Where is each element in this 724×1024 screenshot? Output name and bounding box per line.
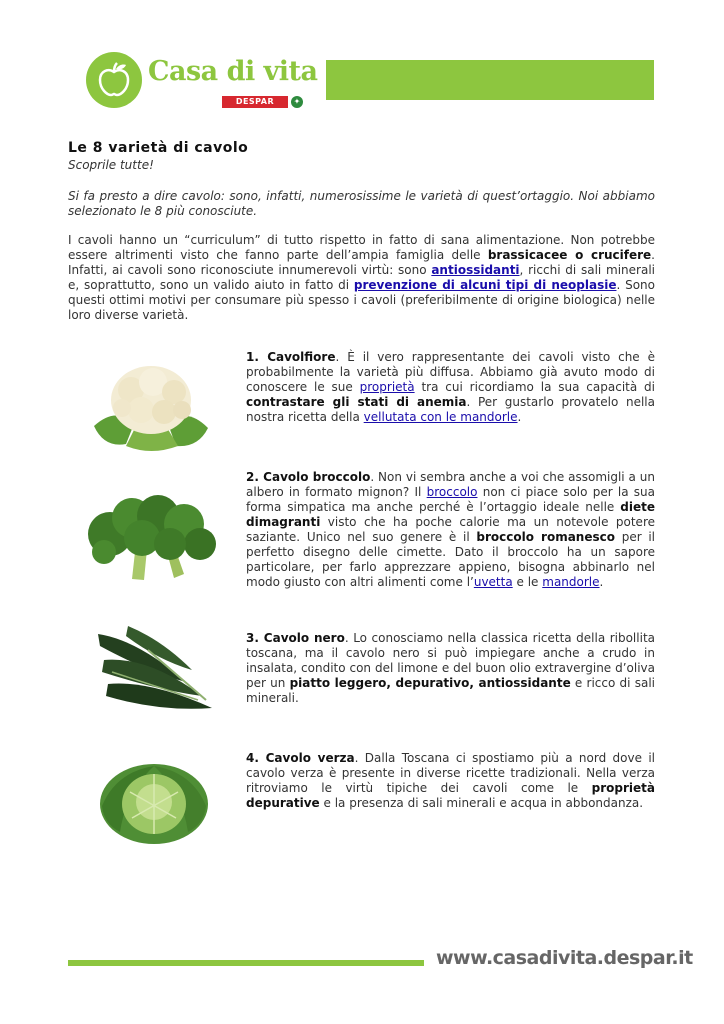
header-banner (326, 60, 654, 100)
mandorle-link[interactable]: mandorle (542, 575, 600, 589)
despar-mark-icon: ✦ (291, 96, 303, 108)
footer-divider (68, 960, 424, 966)
variety-broccolo: 2. Cavolo broccolo. Non vi sembra anche a voi che assomigli a un albero in formato mignon? Il broccolo non ci piace solo per la sua forma simpatica ma anche perché è l’ortaggio ideale nelle diete dimagranti visto che ha poche calorie ma un notevole potere saziante. Unico nel suo genere è il broccolo romanesco per il perfetto disegno delle cimette. Dato il broccolo ha un sapore particolare, per farlo apprezzare appieno, bisogna abbinarlo nel modo giusto con altri alimenti come l’uvetta e le mandorle. (246, 470, 656, 589)
apple-logo-icon (86, 52, 142, 108)
page-title: Le 8 varietà di cavolo (68, 140, 249, 156)
uvetta-link[interactable]: uvetta (473, 575, 513, 589)
antiossidanti-link[interactable]: antiossidanti (431, 263, 520, 277)
intro-paragraph: Si fa presto a dire cavolo: sono, infatti, numerosissime le varietà di quest’ortaggio. Noi abbiamo selezionato le 8 più conosciute. (68, 189, 655, 218)
variety-heading: 1. Cavolfiore (246, 350, 336, 364)
variety-heading: 2. Cavolo broccolo (246, 470, 371, 484)
despar-label: DESPAR (222, 96, 288, 108)
broccolo-image (82, 494, 222, 584)
variety-heading: 4. Cavolo verza (246, 751, 355, 765)
variety-heading: 3. Cavolo nero (246, 631, 345, 645)
body-paragraph: I cavoli hanno un “curriculum” di tutto rispetto in fatto di sana alimentazione. Non potrebbe essere altrimenti visto che fanno parte dell’ampia famiglia delle brassicacee o crucifere. Infatti, ai cavoli sono riconosciute innumerevoli virtù: sono antiossidanti, ricchi di sali minerali e, soprattutto, sono un valido aiuto in fatto di prevenzione di alcuni tipi di neoplasie. Sono questi ottimi motivi per consumare più spesso i cavoli (preferibilmente di origine biologica) nelle loro diverse varietà. (68, 233, 655, 322)
page-subtitle: Scoprile tutte! (68, 158, 154, 172)
cavolo-verza-image (96, 752, 212, 846)
variety-cavolo-nero: 3. Cavolo nero. Lo conosciamo nella classica ricetta della ribollita toscana, ma il cavolo nero si può impiegare anche a crudo in insalata, condito con del limone e del buon olio extravergine d’oliva per un piatto leggero, depurativo, antiossidante e ricco di sali minerali. (246, 631, 655, 705)
vellutata-link[interactable]: vellutata con le mandorle (363, 410, 518, 424)
brand-name: Casa di vita (148, 56, 318, 87)
brassicacee-highlight: brassicacee o crucifere (487, 248, 652, 262)
cavolo-nero-image (88, 620, 220, 716)
broccolo-link[interactable]: broccolo (426, 485, 478, 499)
footer-website-link[interactable]: www.casadivita.despar.it (436, 947, 693, 969)
variety-cavolo-verza: 4. Cavolo verza. Dalla Toscana ci spostiamo più a nord dove il cavolo verza è presente in diverse ricette tradizionali. Nella verza ritroviamo le virtù tipiche dei cavoli come le proprietà depurative e la presenza di sali minerali e acqua in abbondanza. (246, 751, 655, 810)
casa-di-vita-logo[interactable] (86, 52, 318, 114)
cavolfiore-image (86, 356, 216, 456)
prevenzione-neoplasie-link[interactable]: prevenzione di alcuni tipi di neoplasie (353, 278, 617, 292)
variety-cavolfiore: 1. Cavolfiore. È il vero rappresentante dei cavoli visto che è probabilmente la varietà più diffusa. Abbiamo già avuto modo di conoscere le sue proprietà tra cui ricordiamo la sua capacità di contrastare gli stati di anemia. Per gustarlo provatelo nella nostra ricetta della vellutata con le mandorle. (246, 350, 655, 424)
proprieta-link[interactable]: proprietà (359, 380, 415, 394)
